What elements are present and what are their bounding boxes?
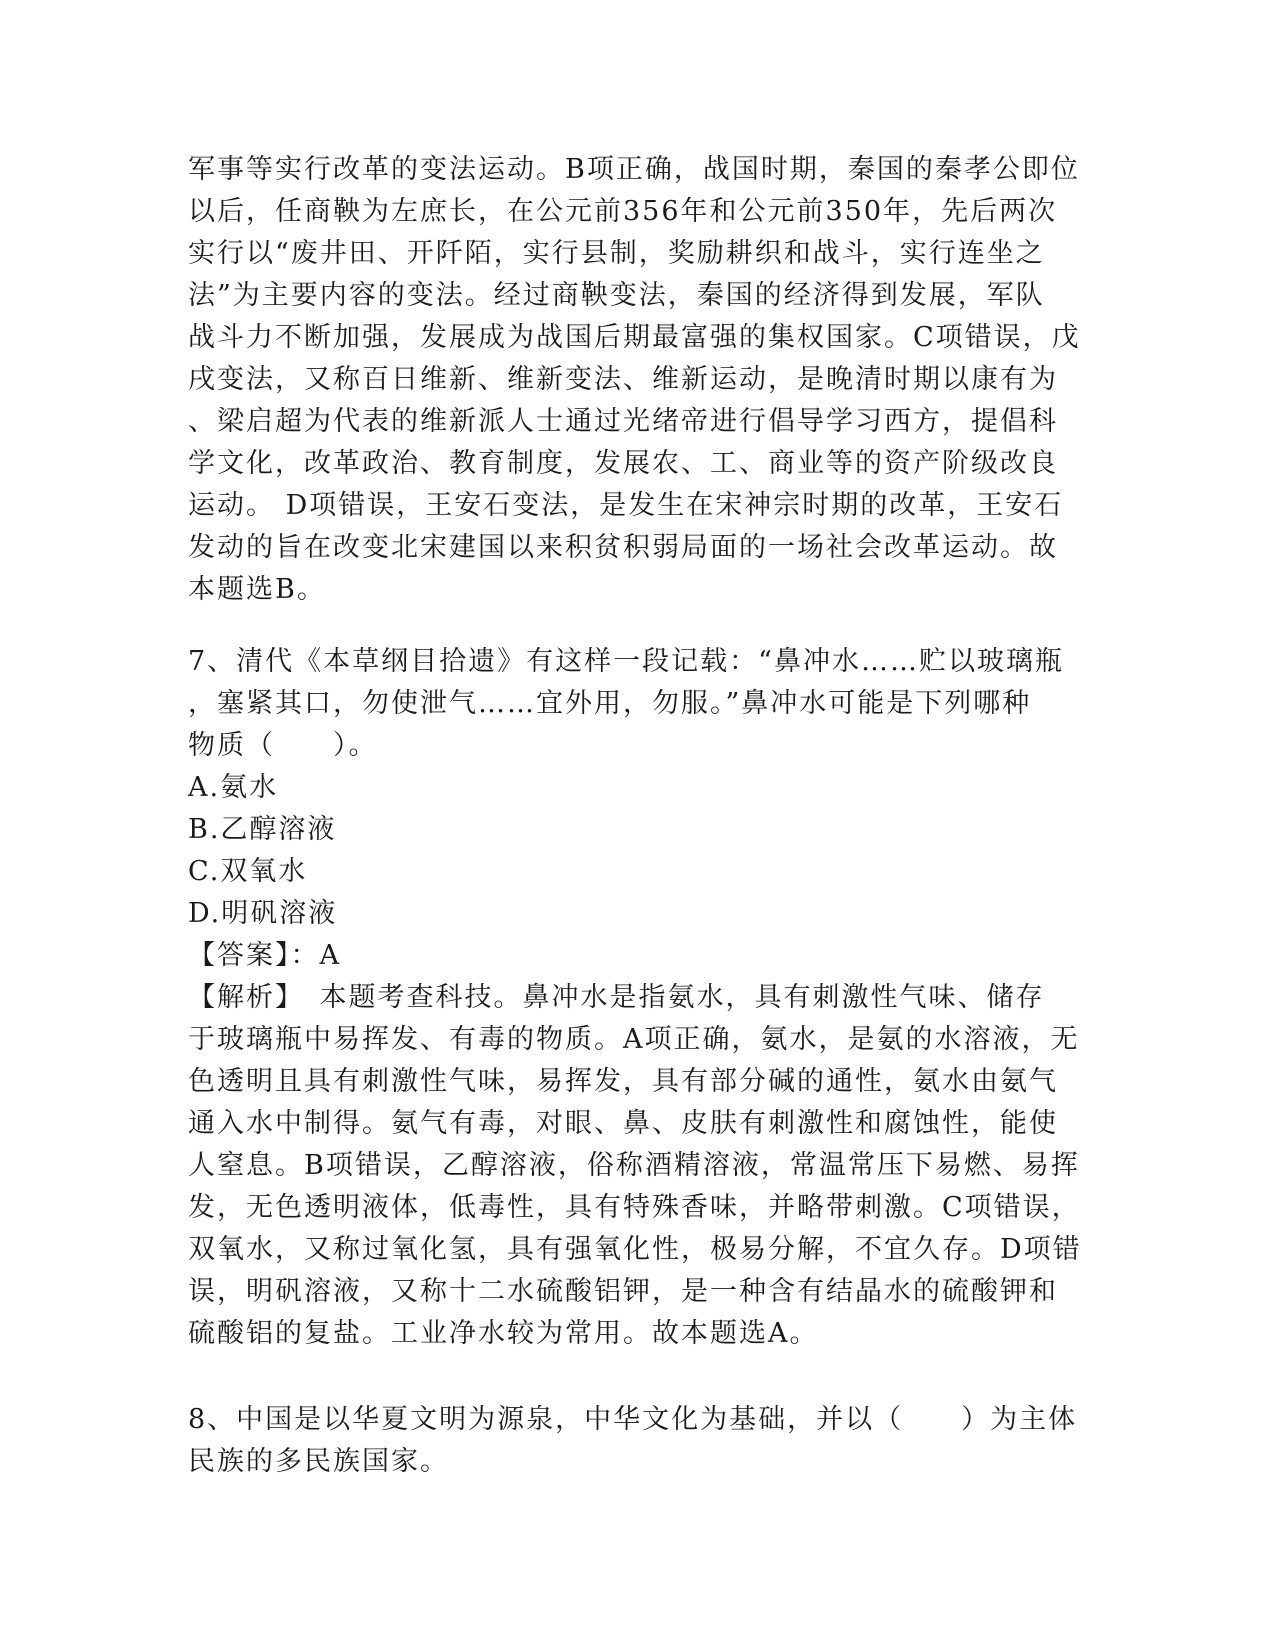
analysis-line: 通入水中制得。氨气有毒，对眼、鼻、皮肤有刺激性和腐蚀性，能使 (188, 1108, 1058, 1139)
question-stem: 7、清代《本草纲目拾遗》有这样一段记载：“鼻冲水……贮以玻璃瓶 (188, 646, 1064, 677)
analysis-line: 【解析】 本题考查科技。鼻冲水是指氨水，具有刺激性气味、储存 (188, 982, 1045, 1013)
question-stem: 民族的多民族国家。 (188, 1446, 449, 1477)
analysis-line: 双氧水，又称过氧化氢，具有强氧化性，极易分解，不宜久存。D项错 (188, 1234, 1082, 1265)
analysis-line: 人窒息。B项错误，乙醇溶液，俗称酒精溶液，常温常压下易燃、易挥 (188, 1150, 1080, 1181)
text-line: 戌变法，又称百日维新、维新变法、维新运动，是晚清时期以康有为 (188, 364, 1058, 395)
option-a: A.氨水 (188, 772, 279, 803)
question-7 (188, 641, 1088, 1355)
text-line: 学文化，改革政治、教育制度，发展农、工、商业等的资产阶级改良 (188, 448, 1058, 479)
text-line: 战斗力不断加强，发展成为战国后期最富强的集权国家。C项错误，戊 (188, 322, 1081, 353)
text-line: 运动。 D项错误，王安石变法，是发生在宋神宗时期的改革，王安石 (188, 490, 1064, 521)
prev-analysis-continued (188, 149, 1088, 611)
text-line: 、梁启超为代表的维新派人士通过光绪帝进行倡导学习西方，提倡科 (188, 406, 1058, 437)
option-b: B.乙醇溶液 (188, 814, 337, 845)
text-line: 法”为主要内容的变法。经过商鞅变法，秦国的经济得到发展，军队 (188, 280, 1045, 311)
question-stem: ，塞紧其口，勿使泄气……宜外用，勿服。”鼻冲水可能是下列哪种 (188, 688, 1032, 719)
analysis-line: 于玻璃瓶中易挥发、有毒的物质。A项正确，氨水，是氨的水溶液，无 (188, 1024, 1080, 1055)
text-line: 军事等实行改革的变法运动。B项正确，战国时期，秦国的秦孝公即位 (188, 154, 1080, 185)
text-line: 实行以“废井田、开阡陌，实行县制，奖励耕织和战斗，实行连坐之 (188, 238, 1045, 269)
option-d: D.明矾溶液 (188, 898, 338, 929)
text-line: 发动的旨在改变北宋建国以来积贫积弱局面的一场社会改革运动。故 (188, 532, 1058, 563)
answer-line: 【答案】：A (188, 940, 341, 971)
question-stem: 物质（ ）。 (188, 730, 378, 761)
text-line: 本题选B。 (188, 574, 326, 605)
text-line: 以后，任商鞅为左庶长，在公元前356年和公元前350年，先后两次 (188, 196, 1058, 227)
question-8 (188, 1399, 1088, 1483)
analysis-line: 硫酸铝的复盐。工业净水较为常用。故本题选A。 (188, 1318, 819, 1349)
analysis-line: 误，明矾溶液，又称十二水硫酸铝钾，是一种含有结晶水的硫酸钾和 (188, 1276, 1058, 1307)
question-stem: 8、中国是以华夏文明为源泉，中华文化为基础，并以（ ）为主体 (188, 1404, 1078, 1435)
analysis-line: 发，无色透明液体，低毒性，具有特殊香味，并略带刺激。C项错误， (188, 1192, 1081, 1223)
option-c: C.双氧水 (188, 856, 308, 887)
analysis-line: 色透明且具有刺激性气味，易挥发，具有部分碱的通性，氨水由氨气 (188, 1066, 1058, 1097)
